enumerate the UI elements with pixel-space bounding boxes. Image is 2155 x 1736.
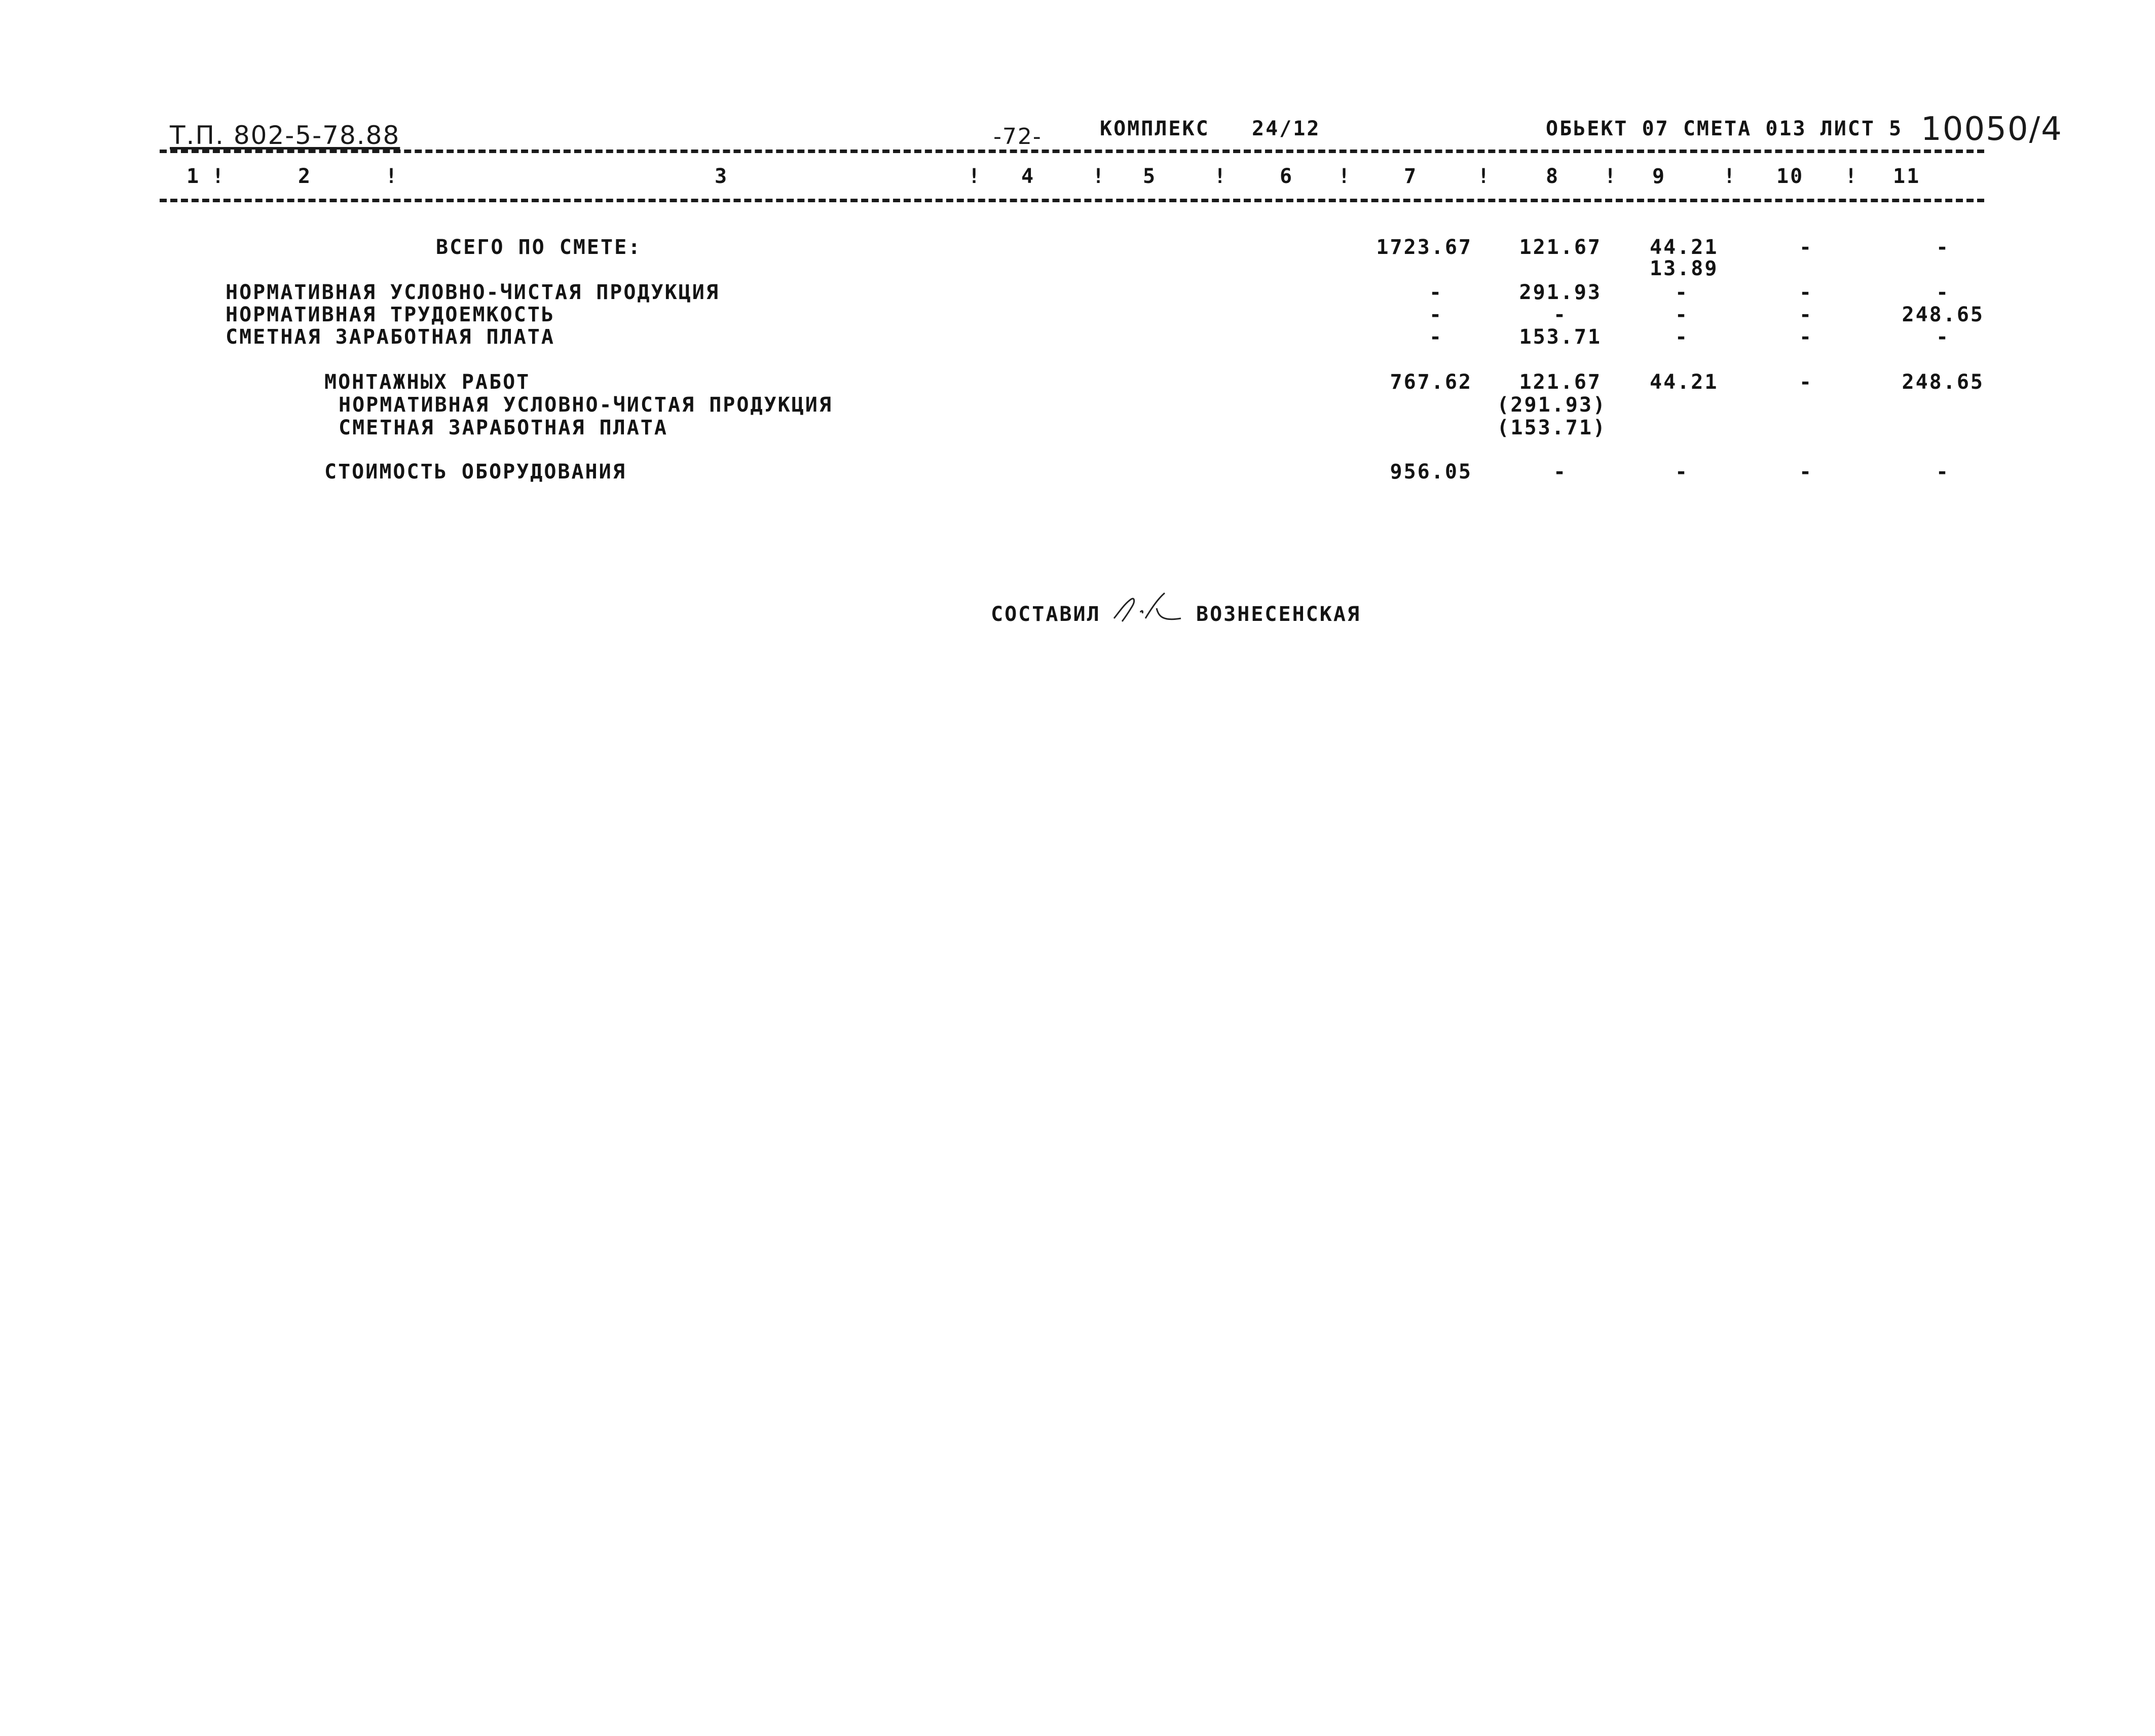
- row-equipment-label: СТОИМОСТЬ ОБОРУДОВАНИЯ: [324, 460, 626, 484]
- project-code: Т.П. 802-5-78.88: [170, 121, 400, 150]
- stamp-number: 10050/4: [1921, 110, 2063, 148]
- column-separator: !: [1604, 165, 1618, 188]
- row-total-col8: 121.67: [1519, 236, 1602, 259]
- row-wage-fund-col7: -: [1429, 325, 1443, 349]
- row-net-product-col7: -: [1429, 281, 1443, 304]
- row-total-col11: -: [1936, 236, 1950, 259]
- column-separator: !: [212, 165, 226, 188]
- complex-value: 24/12: [1252, 117, 1321, 140]
- row-labor-intensity-col10: -: [1799, 303, 1813, 326]
- row-labor-intensity-col7: -: [1429, 303, 1443, 326]
- row-labor-intensity-label: НОРМАТИВНАЯ ТРУДОЕМКОСТЬ: [226, 303, 555, 326]
- column-separator: !: [1338, 165, 1352, 188]
- row-installation-wage-label: СМЕТНАЯ ЗАРАБОТНАЯ ПЛАТА: [339, 416, 668, 439]
- row-wage-fund-col8: 153.71: [1519, 325, 1602, 349]
- column-number-11: 11: [1893, 165, 1921, 188]
- column-number-5: 5: [1143, 165, 1157, 188]
- column-number-10: 10: [1776, 165, 1804, 188]
- row-total-col9-second: 13.89: [1650, 257, 1719, 280]
- column-number-2: 2: [298, 165, 312, 188]
- column-number-1: 1: [187, 165, 201, 188]
- row-total-col10: -: [1799, 236, 1813, 259]
- row-equipment-col10: -: [1799, 460, 1813, 484]
- row-installation-col7: 767.62: [1390, 371, 1472, 394]
- column-number-7: 7: [1404, 165, 1418, 188]
- row-installation-label: МОНТАЖНЫХ РАБОТ: [324, 371, 531, 394]
- row-net-product-col11: -: [1936, 281, 1950, 304]
- column-separator: !: [385, 165, 399, 188]
- row-installation-net-product-col8: (291.93): [1497, 393, 1607, 417]
- column-separator: !: [1723, 165, 1737, 188]
- column-number-6: 6: [1280, 165, 1294, 188]
- row-equipment-col9: -: [1675, 460, 1689, 484]
- row-equipment-col7: 956.05: [1390, 460, 1472, 484]
- compiled-name: ВОЗНЕСЕНСКАЯ: [1196, 603, 1361, 626]
- compiled-label: СОСТАВИЛ: [991, 603, 1101, 626]
- row-installation-col9: 44.21: [1650, 371, 1719, 394]
- column-separator: !: [1214, 165, 1228, 188]
- row-installation-col8: 121.67: [1519, 371, 1602, 394]
- signature-image: [1110, 588, 1186, 629]
- row-total-label: ВСЕГО ПО СМЕТЕ:: [436, 236, 642, 259]
- object-info: ОБЬЕКТ 07 СМЕТА 013 ЛИСТ 5: [1546, 117, 1903, 140]
- row-equipment-col8: -: [1553, 460, 1568, 484]
- row-installation-wage-col8: (153.71): [1497, 416, 1607, 439]
- column-number-9: 9: [1652, 165, 1666, 188]
- row-labor-intensity-col9: -: [1675, 303, 1689, 326]
- column-separator: !: [1092, 165, 1106, 188]
- column-number-3: 3: [715, 165, 729, 188]
- row-equipment-col11: -: [1936, 460, 1950, 484]
- column-separator: !: [968, 165, 982, 188]
- header-rule-top: [160, 150, 1984, 153]
- page-number: -72-: [993, 124, 1042, 150]
- row-total-col7: 1723.67: [1376, 236, 1472, 259]
- row-wage-fund-label: СМЕТНАЯ ЗАРАБОТНАЯ ПЛАТА: [226, 325, 555, 349]
- row-labor-intensity-col8: -: [1553, 303, 1568, 326]
- row-installation-col11: 248.65: [1902, 371, 1984, 394]
- row-net-product-label: НОРМАТИВНАЯ УСЛОВНО-ЧИСТАЯ ПРОДУКЦИЯ: [226, 281, 720, 304]
- header-rule-bottom: [160, 199, 1984, 202]
- row-net-product-col8: 291.93: [1519, 281, 1602, 304]
- column-number-8: 8: [1546, 165, 1560, 188]
- row-wage-fund-col10: -: [1799, 325, 1813, 349]
- row-total-col9: 44.21: [1650, 236, 1719, 259]
- row-wage-fund-col9: -: [1675, 325, 1689, 349]
- row-net-product-col9: -: [1675, 281, 1689, 304]
- row-wage-fund-col11: -: [1936, 325, 1950, 349]
- column-number-4: 4: [1021, 165, 1035, 188]
- column-separator: !: [1845, 165, 1859, 188]
- row-labor-intensity-col11: 248.65: [1902, 303, 1984, 326]
- row-net-product-col10: -: [1799, 281, 1813, 304]
- complex-label: КОМПЛЕКС: [1100, 117, 1210, 140]
- column-separator: !: [1477, 165, 1492, 188]
- row-installation-col10: -: [1799, 371, 1813, 394]
- row-installation-net-product-label: НОРМАТИВНАЯ УСЛОВНО-ЧИСТАЯ ПРОДУКЦИЯ: [339, 393, 833, 417]
